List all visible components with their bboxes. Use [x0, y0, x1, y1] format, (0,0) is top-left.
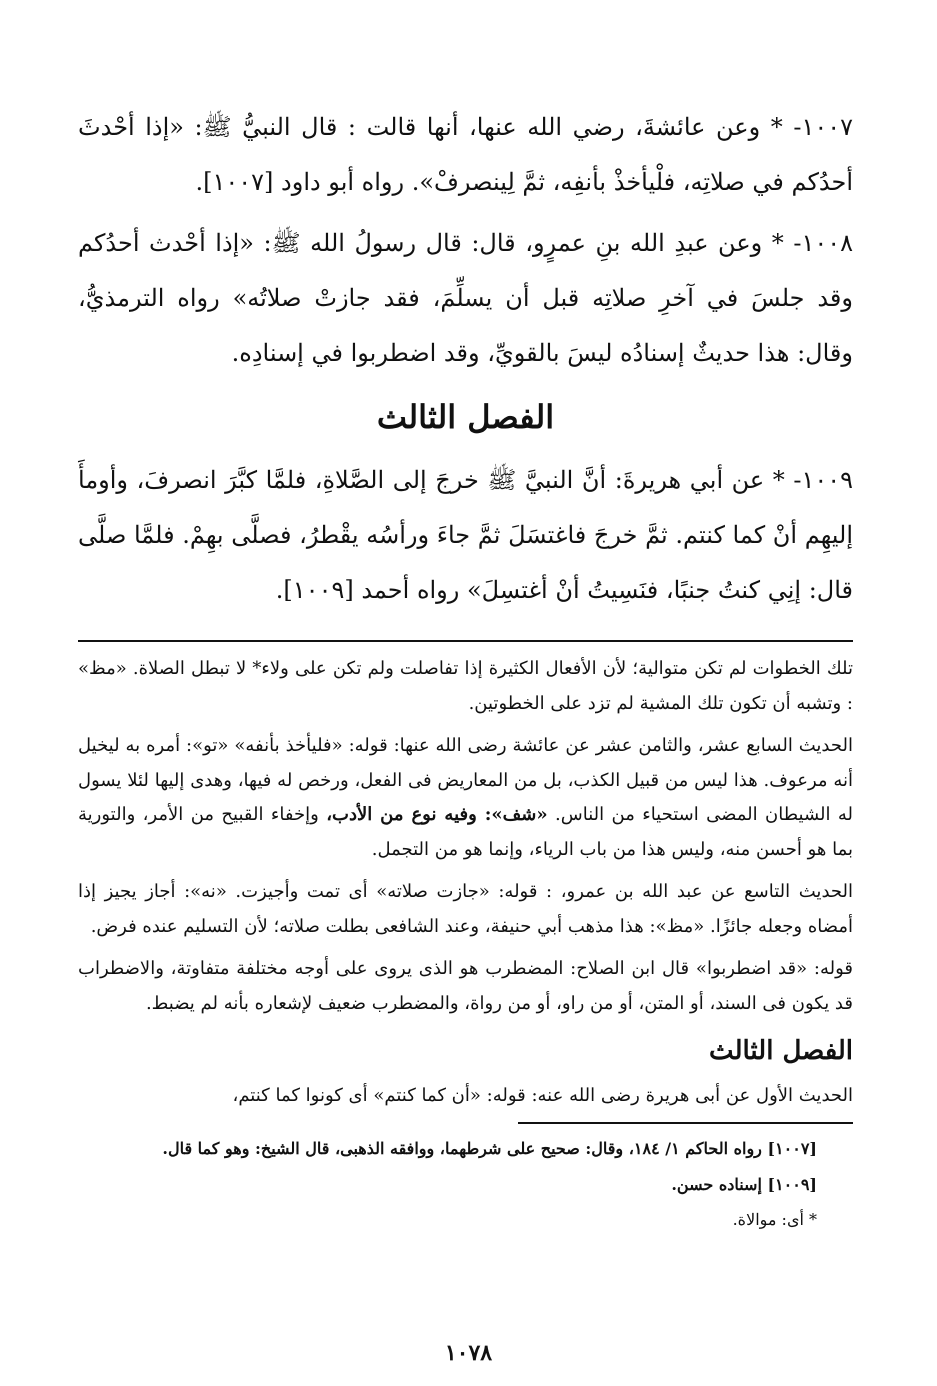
footnote-star: * أى: موالاة.: [732, 1209, 817, 1229]
commentary-paragraph-2-b: «شف»: وفيه نوع من الأدب،: [326, 804, 548, 825]
commentary-divider: [78, 640, 853, 642]
hadith-1009: ١٠٠٩- * عن أبي هريرةَ: أنَّ النبيَّ ﷺ خرجَ إلى الصَّلاةِ، فلمَّا كبَّرَ انصرفَ، وأومأَ إليهِم أنْ كما كنتم. ثمَّ خرجَ فاغتسَلَ ثمَّ جاءَ ورأسُه يقْطرُ، فصلَّى بهِمْ. فلمَّا صلَّى قال: إنِي كنتُ جنبًا، فنَسِيتُ أنْ أغتسِلَ» رواه أحمد [١٠٠٩].: [78, 466, 853, 604]
commentary-paragraph-4: قوله: «قد اضطربوا» قال ابن الصلاح: المضطرب هو الذى يروى على أوجه مختلفة متفاوتة، والاضطراب قد يكون فى السند، أو المتن، أو من راو، أو من رواة، والمضطرب ضعيف لإشعاره بأنه لم يضبط.: [78, 958, 853, 1014]
page-number: ١٠٧٨: [444, 1340, 493, 1366]
page-body: [78, 100, 853, 1234]
commentary-paragraph-2-a: الحديث السابع عشر، والثامن عشر عن عائشة رضى الله عنها: قوله: «فليأخذ بأنفه» «تو»: أمره به ليخيل أنه مرعوف. هذا ليس من قبيل الكذب، بل من المعاريض فى الفعل، ورخص له فيها، وهدى إليها لئلا يسول له الشيطان المضى استحياء من الناس.: [78, 735, 854, 825]
commentary-paragraph-1: تلك الخطوات لم تكن متوالية؛ لأن الأفعال الكثيرة إذا تفاصلت ولم تكن على ولاء* لا تبطل الصلاة. «مظ» : وتشبه أن تكون تلك المشية لم تزد على الخطوتين.: [78, 658, 853, 714]
commentary-paragraph-5: الحديث الأول عن أبى هريرة رضى الله عنه: قوله: «أن كما كنتم» أى كونوا كما كنتم،: [232, 1085, 853, 1106]
hadith-1008: ١٠٠٨- * وعن عبدِ الله بنِ عمرٍو، قال: قال رسولُ الله ﷺ: «إذا أحْدث أحدُكم وقد جلسَ في آخرِ صلاتِه قبل أن يسلِّمَ، فقد جازتْ صلاتُه» رواه الترمذيُّ، وقال: هذا حديثٌ إسنادُه ليسَ بالقويِّ، وقد اضطربوا في إسنادِه.: [78, 229, 853, 367]
commentary-paragraph-2: [78, 729, 853, 867]
section-title: الفصل الثالث: [376, 398, 555, 436]
footnote-1009: [١٠٠٩] إسناده حسن.: [671, 1174, 817, 1194]
commentary-section-title: الفصل الثالث: [709, 1036, 853, 1066]
footnote-1007: [١٠٠٧] رواه الحاكم ١/ ١٨٤، وقال: صحيح على شرطهما، ووافقه الذهبى، قال الشيخ: وهو كما قال.: [162, 1138, 817, 1158]
footnote-divider: [518, 1122, 853, 1124]
hadith-1007: ١٠٠٧- * وعن عائشةَ، رضي الله عنها، أنها قالت : قال النبيُّ ﷺ: «إذا أحْدثَ أحدُكم في صلاتِه، فلْيأخذْ بأنفِه، ثمَّ لِينصرفْ». رواه أبو داود [١٠٠٧].: [78, 113, 853, 196]
commentary-paragraph-3: الحديث التاسع عن عبد الله بن عمرو، : قوله: «جازت صلاته» أى تمت وأجيزت. «نه»: أجاز يجيز إذا أمضاه وجعله جائزًا. «مظ»: هذا مذهب أبي حنيفة، وعند الشافعى بطلت صلاته؛ لأن التسليم عنده فرض.: [78, 881, 853, 937]
commentary-paragraph-2-c: وإخفاء القبيح من الأمر، والتورية بما هو أحسن منه، وليس هذا من باب الرياء، وإنما هو من التجمل.: [78, 804, 853, 860]
